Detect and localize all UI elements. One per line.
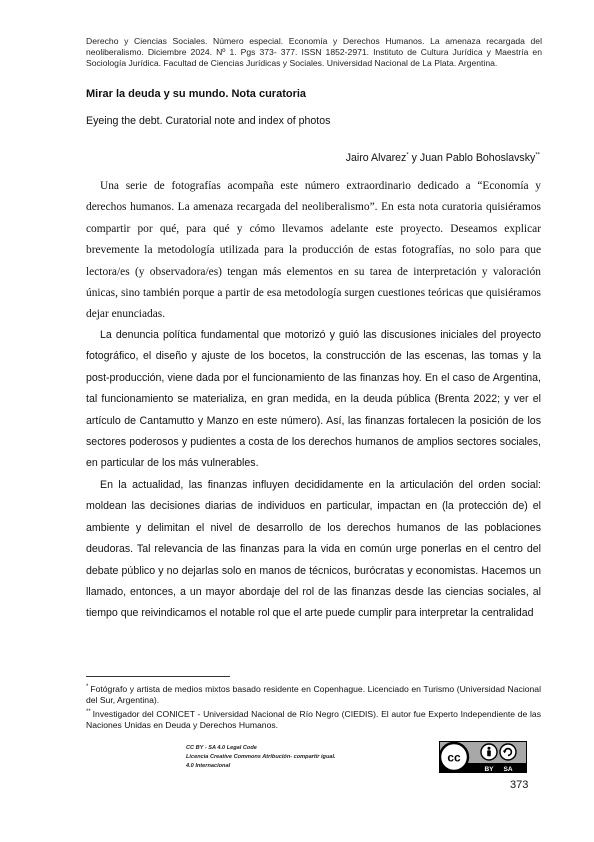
footnote [86,682,541,706]
footnote [86,707,541,731]
badge-sa-label: SA [503,766,513,773]
license-text[interactable] [186,744,336,771]
share-alike-icon [500,744,516,760]
footnote-divider [86,676,230,677]
body-paragraph: En la actualidad, las finanzas influyen decididamente en la articulación del orden social: moldean las decisiones diarias de individuos en particular, impactan en (la protección de) el ambiente y delimitan el nivel de desarrollo de los derechos humanos de las poblaciones deudoras. Tal relevancia de las finanzas para la vida en común urge ponerlas en el centro del debate público y no dejarlas solo en manos de técnicos, burócratas y economistas. Hacemos un llamado, entonces, a un mayor abordaje del rol de las finanzas desde las ciencias sociales, al tiempo que reivindicamos el notable rol que el arte puede cumplir para interpretar la centralidad [86,479,541,620]
badge-by-label: BY [484,766,494,773]
license-line: 4.0 Internacional [186,763,231,769]
footnote-text: Investigador del CONICET - Universidad Nacional de Río Negro (CIEDIS). El autor fue Experto Independiente de las Naciones Unidas en Deuda y Derechos Humanos. [86,709,541,731]
footnotes [86,682,541,733]
author-name: Juan Pablo Bohoslavsky [419,152,536,164]
footnote-mark: ** [86,709,91,716]
author-line [346,152,540,164]
cc-logo-text: cc [447,750,461,765]
body-paragraph: La denuncia política fundamental que motorizó y guió las discusiones iniciales del proyecto fotográfico, el diseño y ajuste de los bocetos, la construcción de las escenas, las tomas y la post-producción, viene dada por el funcionamiento de las finanzas hoy. En el caso de Argentina, tal funcionamiento se materializa, en gran medida, en la deuda pública (Brenta 2022; y ver el artículo de Cantamutto y Manzo en este número). Así, las finanzas fortalecen la posición de los sectores poderosos y pudientes a costa de los derechos humanos de amplios sectores sociales, en particular de los más vulnerables. [86,329,541,470]
cc-by-sa-badge[interactable] [439,741,527,773]
footnote-mark: * [86,684,89,690]
article-subtitle: Eyeing the debt. Curatorial note and index of photos [86,115,331,127]
journal-citation-header: Derecho y Ciencias Sociales. Número especial. Economía y Derechos Humanos. La amenaza recargada del neoliberalismo. Diciembre 2024. Nº 1. Pgs 373- 377. ISSN 1852-2971. Instituto de Cultura Jurídica y Maestría en Sociología Jurídica. Facultad de Ciencias Jurídicas y Sociales. Universidad Nacional de La Plata. Argentina. [86,36,542,69]
license-line: Licencia Creative Commons Atribución- compartir igual. [186,754,336,760]
body-paragraph: Una serie de fotografías acompaña este número extraordinario dedicado a “Economía y derechos humanos. La amenaza recargada del neoliberalismo”. En esta nota curatoria quisiéramos compartir por qué, para qué y cómo llevamos adelante este proyecto. Deseamos explicar brevemente la metodología utilizada para la producción de estas fotografías, no solo para que lectora/es (y observadora/es) tengan más elementos en su tarea de interpretación y valoración únicas, sino también porque a partir de esa metodología surgen cuestiones teóricas que quisiéramos dejar enunciadas. [86,180,541,321]
author-name: Jairo Alvarez [345,152,407,164]
article-title: Mirar la deuda y su mundo. Nota curatoria [86,88,307,100]
license-line: CC BY - SA 4.0 Legal Code [186,745,257,751]
footnote-marker[interactable]: ** [535,152,540,159]
footnote-text: Fotógrafo y artista de medios mixtos basado residente en Copenhague. Licenciado en Turismo (Universidad Nacional del Sur, Argentina). [86,683,541,706]
footnote-marker[interactable]: * [406,152,409,159]
page-number: 373 [510,779,529,791]
author-joiner: y [408,152,420,164]
